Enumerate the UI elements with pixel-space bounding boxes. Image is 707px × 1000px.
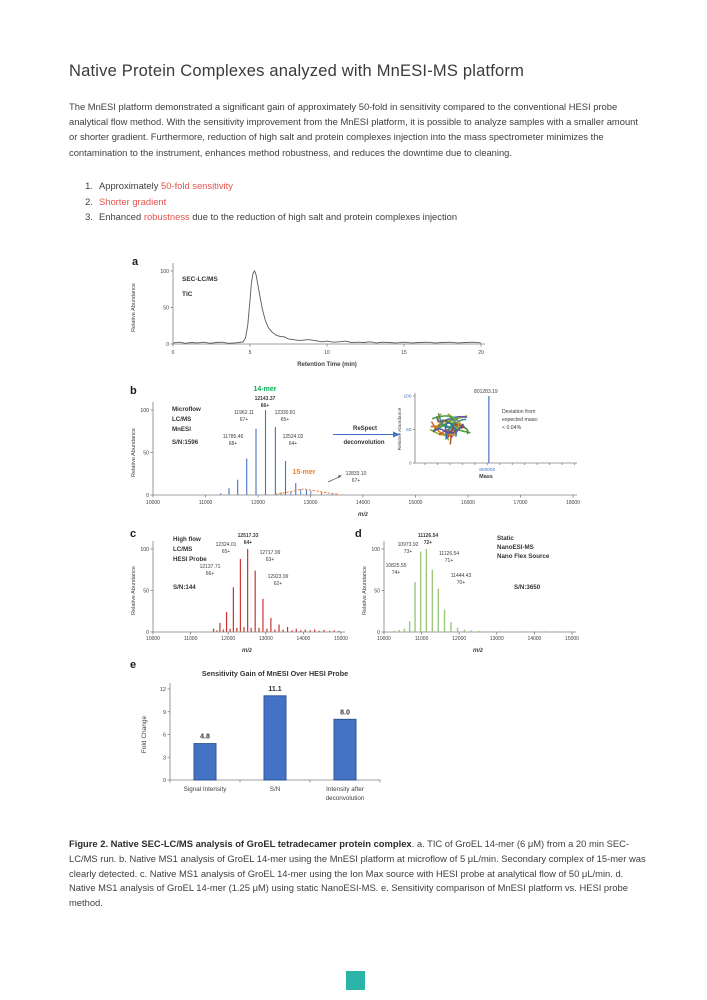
svg-text:12143.37: 12143.37	[254, 396, 276, 402]
svg-text:10: 10	[324, 350, 330, 356]
svg-text:11000: 11000	[198, 500, 213, 506]
svg-text:LC/MS: LC/MS	[173, 546, 193, 553]
svg-text:10973.92: 10973.92	[397, 542, 419, 548]
svg-text:SEC-LC/MS: SEC-LC/MS	[182, 276, 218, 283]
bar-0	[194, 744, 216, 780]
svg-text:HESI Probe: HESI Probe	[173, 556, 207, 563]
figure-caption-text: . a. TIC of GroEL 14-mer (6 μM) from a 20 min SEC-LC/MS run. b. Native MS1 analysis of GroEL 14-mer using the MnESI platform at microflow of 5 μL/min. Secondary complex of 15-mer was clearly detected. c. Native MS1 analysis of GroEL 14-mer using the Ion Max source with HESI probe at analytical flow of 50 μL/min. d. Native MS1 analysis of GroEL 14-mer (1.25 μM) using static NanoESI-MS. e. Sensitivity comparison of MnESI platform vs. HESI probe method.	[69, 838, 646, 909]
svg-text:100: 100	[160, 268, 169, 275]
svg-text:14000: 14000	[356, 500, 370, 506]
highlights-list	[81, 181, 641, 228]
svg-text:5: 5	[248, 350, 252, 356]
svg-text:12330.81: 12330.81	[274, 410, 296, 416]
svg-text:0: 0	[171, 350, 175, 356]
svg-text:Static: Static	[497, 535, 514, 542]
svg-text:50: 50	[374, 588, 380, 595]
svg-text:S/N:144: S/N:144	[173, 584, 196, 591]
svg-text:Deviation from: Deviation from	[502, 409, 536, 415]
svg-text:15: 15	[401, 350, 407, 356]
svg-text:0: 0	[146, 629, 149, 636]
svg-text:3: 3	[162, 755, 166, 762]
svg-text:Relative Abundance: Relative Abundance	[131, 283, 137, 332]
svg-text:12000: 12000	[221, 636, 236, 642]
svg-text:70+: 70+	[456, 580, 466, 586]
svg-text:50: 50	[163, 305, 169, 312]
svg-text:0: 0	[166, 341, 169, 348]
svg-text:65+: 65+	[280, 417, 290, 423]
svg-text:4.8: 4.8	[200, 733, 210, 741]
svg-text:Intensity after: Intensity after	[326, 786, 364, 793]
svg-text:Mass: Mass	[479, 474, 493, 480]
footer-brand-square	[346, 971, 365, 990]
svg-text:13000: 13000	[303, 500, 318, 506]
intro-paragraph: The MnESI platform demonstrated a significant gain of approximately 50-fold in sensitivity compared to the conventional HESI probe analytical flow method. With the sensitivity improvement from the MnESI platform, it is possible to analyze samples with a smaller amount or shorter gradient. Furthermore, reduction of high salt and protein complexes injection into the mass spectrometer minimizes the contamination to the instrument, enhances method robustness, and reduces the downtime due to cleaning.	[69, 101, 638, 158]
svg-text:13000: 13000	[489, 636, 504, 642]
panel-letter-c: c	[130, 528, 137, 540]
bar-2	[334, 719, 356, 780]
pointer-arrowhead	[338, 475, 342, 478]
svg-text:14000: 14000	[527, 636, 542, 642]
svg-text:8.0: 8.0	[340, 709, 350, 717]
svg-text:100: 100	[140, 407, 149, 414]
svg-text:0: 0	[377, 629, 380, 636]
svg-text:12000: 12000	[452, 636, 467, 642]
page-title: Native Protein Complexes analyzed with MnESI-MS platform	[69, 62, 525, 80]
svg-text:14-mer: 14-mer	[253, 386, 277, 393]
svg-text:11785.46: 11785.46	[222, 434, 244, 440]
svg-text:deconvolution: deconvolution	[325, 795, 365, 802]
svg-text:12137.71: 12137.71	[199, 564, 221, 570]
svg-text:50: 50	[143, 450, 149, 457]
svg-text:6: 6	[162, 732, 166, 739]
svg-text:20: 20	[478, 350, 484, 356]
svg-text:0: 0	[162, 778, 166, 784]
tic-trace	[173, 271, 481, 343]
svg-text:deconvolution: deconvolution	[343, 440, 385, 446]
svg-text:10825.55: 10825.55	[385, 563, 407, 569]
svg-text:NanoESI-MS: NanoESI-MS	[497, 544, 534, 551]
svg-text:12000: 12000	[251, 500, 265, 506]
svg-text:11126.54: 11126.54	[438, 551, 460, 557]
svg-text:Relative Abundance: Relative Abundance	[131, 428, 137, 477]
svg-text:15000: 15000	[565, 636, 579, 642]
panel-letter-a: a	[132, 256, 139, 268]
svg-text:74+: 74+	[391, 570, 401, 576]
svg-text:11.1: 11.1	[268, 685, 282, 693]
svg-text:12717.99: 12717.99	[259, 550, 281, 556]
svg-text:100: 100	[371, 546, 380, 553]
svg-text:High flow: High flow	[173, 536, 201, 543]
svg-text:67+: 67+	[239, 417, 249, 423]
panel-c-peak-labels	[200, 533, 289, 587]
svg-text:12524.02: 12524.02	[282, 434, 304, 440]
svg-text:10000: 10000	[146, 500, 160, 506]
tic-chromatogram-chart	[128, 256, 508, 376]
figure-caption-bold: Figure 2. Native SEC-LC/MS analysis of GroEL tetradecamer protein complex	[69, 838, 412, 849]
bar-1	[264, 696, 286, 780]
svg-text:Microflow: Microflow	[172, 406, 201, 413]
svg-text:11444.43: 11444.43	[450, 573, 472, 579]
panel-letter-d: d	[355, 528, 362, 540]
figure-caption	[69, 837, 647, 911]
svg-text:m/z: m/z	[357, 512, 369, 518]
svg-text:63+: 63+	[265, 557, 275, 563]
svg-text:S/N:1596: S/N:1596	[172, 439, 199, 446]
list-item: 1. Approximately 50-fold sensitivity	[85, 180, 233, 191]
svg-text:12517.33: 12517.33	[237, 533, 259, 539]
svg-text:Relative Abundance: Relative Abundance	[398, 407, 403, 451]
svg-text:71+: 71+	[444, 558, 454, 564]
svg-text:50: 50	[406, 428, 412, 434]
svg-text:13000: 13000	[258, 636, 273, 642]
svg-text:73+: 73+	[403, 549, 413, 555]
svg-text:62+: 62+	[273, 581, 283, 587]
list-item: 3. Enhanced robustness due to the reduction of high salt and protein complexes injection	[85, 211, 458, 223]
svg-text:12923.99: 12923.99	[267, 574, 289, 580]
svg-text:0: 0	[408, 461, 412, 467]
svg-text:0: 0	[146, 492, 149, 499]
svg-text:11000: 11000	[414, 636, 429, 642]
svg-text:67+: 67+	[351, 478, 361, 484]
svg-text:72+: 72+	[423, 540, 433, 546]
svg-text:ReSpect: ReSpect	[352, 426, 378, 432]
svg-text:TIC: TIC	[182, 291, 193, 298]
svg-text:66+: 66+	[205, 571, 215, 577]
deconvolution-inset	[397, 389, 577, 480]
hesi-mass-spectrum-chart	[128, 527, 363, 661]
svg-text:Signal Intensity: Signal Intensity	[183, 786, 227, 793]
panel-c-peaks	[213, 549, 339, 632]
svg-text:9: 9	[162, 709, 166, 716]
protein-structure-image	[431, 414, 470, 444]
panel-letter-b: b	[130, 385, 137, 397]
svg-text:expected mass:: expected mass:	[502, 417, 539, 423]
svg-text:64+: 64+	[243, 540, 253, 546]
svg-text:Sensitivity Gain of MnESI Over: Sensitivity Gain of MnESI Over HESI Probe	[201, 669, 349, 678]
list-item: 2. Shorter gradient	[85, 195, 167, 207]
svg-text:< 0.04%: < 0.04%	[502, 425, 522, 431]
svg-text:801283.19: 801283.19	[474, 389, 498, 395]
svg-text:12324.01: 12324.01	[215, 542, 237, 548]
svg-text:11000: 11000	[183, 636, 198, 642]
mnesi-mass-spectrum-chart	[128, 383, 580, 523]
svg-text:18000: 18000	[566, 500, 580, 506]
svg-text:MnESI: MnESI	[172, 426, 191, 433]
svg-text:11126.54: 11126.54	[417, 533, 439, 539]
svg-text:800000: 800000	[479, 468, 496, 473]
svg-text:m/z: m/z	[472, 648, 484, 654]
svg-text:10000: 10000	[377, 636, 391, 642]
svg-text:17000: 17000	[513, 500, 528, 506]
panel-d-peak-labels	[386, 533, 472, 586]
panel-letter-e: e	[130, 659, 137, 671]
sensitivity-gain-bar-chart	[128, 658, 458, 832]
svg-text:Fold Change: Fold Change	[141, 715, 148, 754]
svg-text:11962.11: 11962.11	[233, 410, 255, 416]
svg-text:14000: 14000	[296, 636, 311, 642]
svg-text:65+: 65+	[221, 549, 231, 555]
svg-text:64+: 64+	[288, 441, 298, 447]
svg-text:100: 100	[403, 394, 412, 400]
svg-text:Relative Abundance: Relative Abundance	[131, 566, 137, 615]
svg-text:LC/MS: LC/MS	[172, 416, 192, 423]
svg-text:16000: 16000	[461, 500, 475, 506]
svg-text:50: 50	[143, 588, 149, 595]
svg-text:Retention Time (min): Retention Time (min)	[297, 362, 357, 368]
svg-text:15-mer: 15-mer	[292, 469, 316, 476]
svg-text:12833.10: 12833.10	[345, 471, 367, 477]
svg-text:Relative Abundance: Relative Abundance	[362, 566, 368, 615]
svg-text:66+: 66+	[260, 403, 270, 409]
svg-text:m/z: m/z	[241, 648, 253, 654]
svg-text:10000: 10000	[146, 636, 160, 642]
svg-text:Nano Flex Source: Nano Flex Source	[497, 553, 550, 560]
svg-text:15000: 15000	[408, 500, 423, 506]
panel-d-labels	[497, 535, 550, 591]
panel-d-peaks	[391, 549, 568, 632]
svg-text:15000: 15000	[334, 636, 348, 642]
panel-b-peaks	[221, 410, 307, 495]
panel-b-labels	[172, 406, 201, 446]
svg-text:S/N: S/N	[269, 786, 281, 793]
svg-text:68+: 68+	[228, 441, 238, 447]
nanoesi-mass-spectrum-chart	[359, 527, 594, 661]
svg-text:12: 12	[159, 687, 166, 693]
svg-text:S/N:3650: S/N:3650	[514, 584, 541, 591]
svg-text:100: 100	[140, 546, 149, 553]
